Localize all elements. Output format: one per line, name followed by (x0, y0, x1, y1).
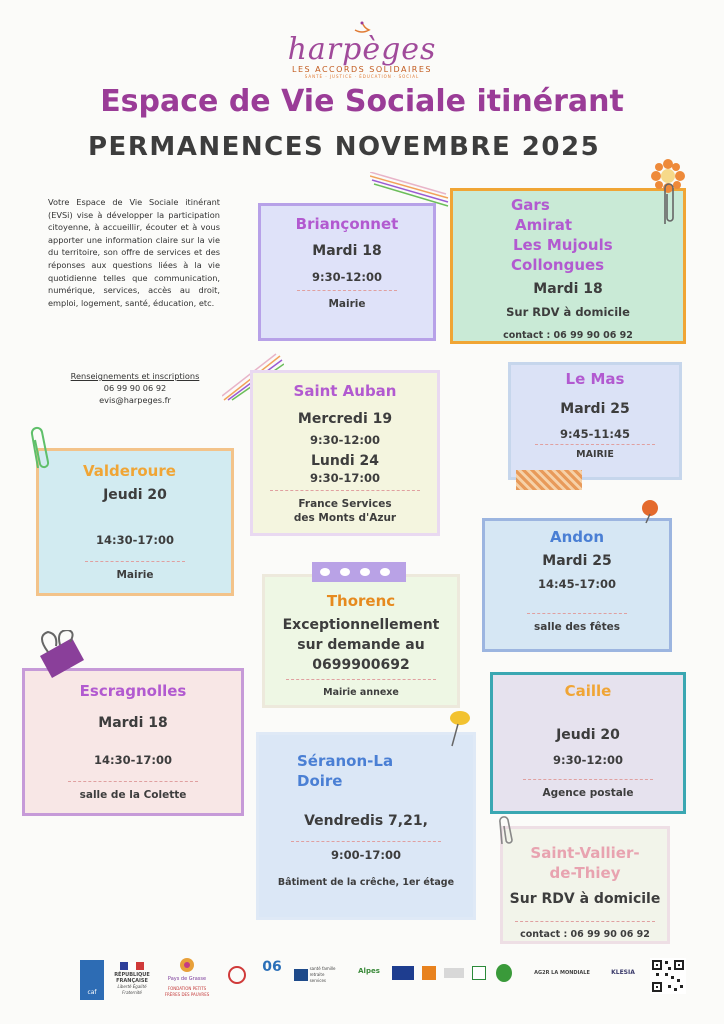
card-date: Vendredis 7,21, (304, 813, 428, 829)
card-place: Valderoure (83, 462, 176, 480)
contact-phone[interactable]: 06 99 90 06 92 (103, 383, 167, 393)
card-time: 9:00-17:00 (331, 848, 401, 862)
card-separator (286, 679, 436, 680)
card-location: salle des fêtes (534, 621, 620, 633)
alpes-logo: Alpes (358, 967, 380, 975)
card-time: 9:30-17:00 (310, 471, 380, 485)
contact-heading: Renseignements et inscriptions (70, 371, 200, 381)
republique-name: RÉPUBLIQUE FRANÇAISE (114, 972, 150, 984)
card-place: de-Thiey (549, 864, 621, 882)
partner-emblem-icon (228, 966, 246, 984)
dept06-logo: 06 (262, 959, 282, 975)
card-caille (490, 672, 686, 814)
caf-logo: caf (80, 960, 104, 1000)
card-location: Bâtiment de la crêche, 1er étage (277, 877, 455, 888)
card-place: Saint Auban (293, 382, 397, 400)
card-place: Collongues (511, 256, 605, 274)
card-place: Thorenc (326, 592, 396, 610)
card-andon (482, 518, 672, 652)
card-date: Mardi 25 (560, 401, 630, 417)
page-subtitle: PERMANENCES NOVEMBRE 2025 (88, 132, 601, 162)
card-place: Caille (564, 682, 612, 700)
card-place: Le Mas (565, 370, 625, 388)
card-time: Sur RDV à domicile (506, 305, 630, 319)
card-gars (450, 188, 686, 344)
card-date: Jeudi 20 (103, 487, 167, 503)
card-text: Exceptionnellement (282, 617, 440, 633)
card-location: Mairie (328, 298, 366, 310)
card-separator (85, 561, 185, 562)
page-title: Espace de Vie Sociale itinérant (100, 84, 624, 119)
washi-tape (516, 470, 582, 490)
europe-flag-icon (392, 966, 414, 980)
card-time: 9:30-12:00 (310, 433, 380, 447)
card-location: Agence postale (542, 787, 634, 799)
card-time: 9:30-12:00 (553, 753, 623, 767)
binder-clip-icon (30, 630, 88, 682)
card-place: Escragnolles (79, 682, 187, 700)
pays-grasse-name: Pays de Grasse (167, 976, 207, 982)
card-place: Saint-Vallier- (530, 844, 640, 862)
qr-code-icon[interactable] (650, 958, 686, 994)
logo-swirl-icon (352, 18, 372, 34)
card-seranon (256, 732, 476, 920)
card-place: Les Mujouls (513, 236, 613, 254)
card-separator (523, 779, 653, 780)
partner-logos (76, 954, 696, 1010)
card-escragnolles (22, 668, 244, 816)
card-separator (270, 490, 420, 491)
card-date: Mercredi 19 (297, 411, 393, 427)
card-time: 9:45-11:45 (560, 427, 630, 441)
card-date: Mardi 18 (98, 715, 168, 731)
card-separator (535, 444, 655, 445)
pushpin-icon (636, 496, 664, 524)
card-time: 9:30-12:00 (312, 270, 382, 284)
intro-text: Votre Espace de Vie Sociale itinérant (EVSi) vise à développer la participation citoyenne, à accueillir, écouter et à vous apporter une information claire sur la vie du territoire, son offre de services et des réponses aux questions liées à la vie quotidienne telles que communication, numérique, services, accès au droit, emploi, logement, santé, éducation, etc. (48, 197, 220, 308)
card-location: France Services (298, 498, 392, 510)
card-thorenc (262, 574, 460, 708)
card-le-mas (508, 362, 682, 480)
card-saint-auban (250, 370, 440, 536)
card-contact: contact : 06 99 90 06 92 (503, 330, 633, 341)
card-place: Briançonnet (295, 215, 399, 233)
region-text-icon (444, 968, 464, 978)
card-brianconnet (258, 203, 436, 341)
card-time: 14:30-17:00 (94, 753, 172, 767)
pays-grasse-logo (162, 956, 212, 998)
card-date: Mardi 25 (542, 553, 612, 569)
card-saint-vallier (500, 826, 670, 944)
ag2r-logo: AG2R LA MONDIALE (534, 970, 590, 976)
partner-badge-icon (472, 966, 486, 980)
card-location: Mairie (116, 569, 154, 581)
paperclip-icon (496, 812, 524, 848)
msa-logo (294, 966, 338, 984)
card-date: Sur RDV à domicile (509, 891, 661, 907)
logo-subline: SANTÉ · JUSTICE · ÉDUCATION · SOCIAL (304, 74, 420, 79)
card-separator (297, 290, 397, 291)
card-location: salle de la Colette (79, 789, 187, 801)
card-date: Mardi 18 (533, 281, 603, 297)
card-valderoure (36, 448, 234, 596)
card-place: Amirat (515, 216, 573, 234)
logo-tagline: LES ACCORDS SOLIDAIRES (291, 65, 432, 74)
card-date: Mardi 18 (312, 243, 382, 259)
paperclip-icon (26, 422, 56, 472)
card-phone[interactable]: 0699900692 (312, 657, 410, 673)
contact-block (52, 370, 218, 406)
flower-icon (178, 956, 196, 974)
harpeges-logo (0, 18, 724, 88)
fondation-name: FONDATION PETITS FRÈRES DES PAUVRES (164, 986, 210, 997)
region-logo-icon (422, 966, 436, 980)
card-contact: contact : 06 99 90 06 92 (520, 929, 650, 940)
card-time: 14:45-17:00 (538, 577, 616, 591)
card-separator (68, 781, 198, 782)
card-location: MAIRIE (576, 449, 614, 460)
washi-tape (312, 562, 406, 582)
logo-word: harpèges (287, 32, 437, 67)
green-partner-icon (496, 964, 512, 982)
klesia-logo: KLESIA (611, 969, 635, 976)
card-separator (515, 921, 655, 922)
card-place: Doire (297, 772, 343, 790)
republique-motto: Liberté Égalité Fraternité (117, 984, 147, 995)
card-place: Andon (549, 528, 604, 546)
card-location: Mairie annexe (323, 687, 399, 698)
republique-logo (110, 962, 154, 996)
card-date: Jeudi 20 (556, 727, 620, 743)
card-time: 14:30-17:00 (96, 533, 174, 547)
contact-email[interactable]: evis@harpeges.fr (99, 395, 171, 405)
card-text: sur demande au (297, 637, 425, 653)
card-date: Lundi 24 (310, 453, 380, 469)
card-location: des Monts d'Azur (293, 512, 397, 524)
card-place: Gars (511, 196, 550, 214)
msa-text: santé famille retraite services (309, 966, 336, 983)
card-separator (291, 841, 441, 842)
pushpin-icon (444, 708, 474, 748)
card-separator (527, 613, 627, 614)
paperclip-icon (660, 180, 676, 228)
card-place: Séranon-La (297, 752, 394, 770)
